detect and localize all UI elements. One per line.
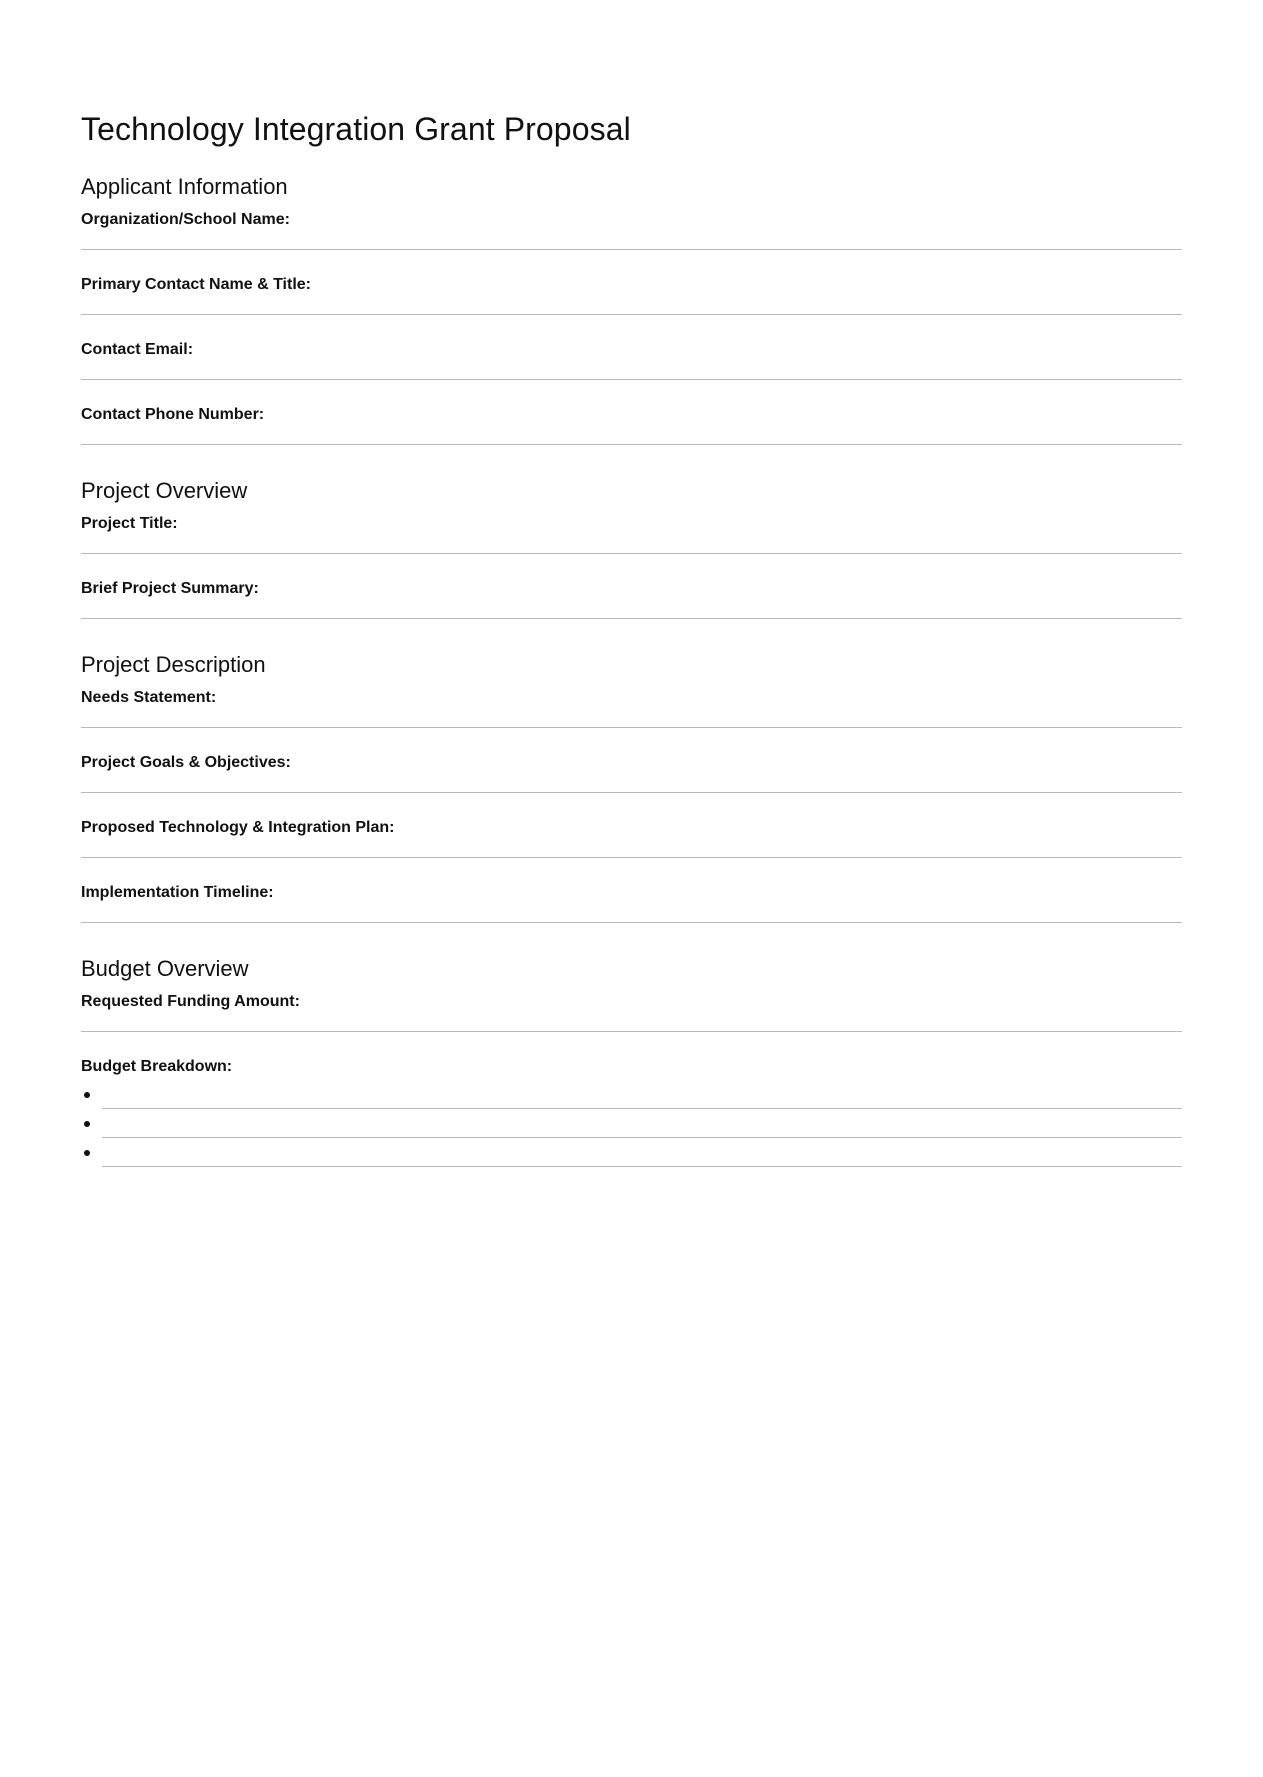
field-label: Primary Contact Name & Title: bbox=[81, 276, 311, 293]
field-label: Brief Project Summary: bbox=[81, 580, 259, 597]
bullet-icon bbox=[84, 1121, 90, 1127]
contact-phone-input-line[interactable] bbox=[81, 444, 1182, 445]
section-title: Project Description bbox=[81, 652, 266, 677]
budget-breakdown-list bbox=[81, 1080, 1182, 1167]
requested-funding-field bbox=[81, 992, 1182, 1032]
primary-contact-input-line[interactable] bbox=[81, 314, 1182, 315]
section-budget-overview bbox=[81, 956, 1182, 1167]
organization-name-input-line[interactable] bbox=[81, 249, 1182, 250]
bullet-icon bbox=[84, 1092, 90, 1098]
contact-email-field bbox=[81, 340, 1182, 380]
list-item bbox=[81, 1109, 1182, 1138]
field-label: Budget Breakdown: bbox=[81, 1058, 233, 1075]
list-item bbox=[81, 1080, 1182, 1109]
project-title-input-line[interactable] bbox=[81, 553, 1182, 554]
field-label: Project Goals & Objectives: bbox=[81, 754, 291, 771]
field-label: Organization/School Name: bbox=[81, 211, 290, 228]
field-label: Contact Phone Number: bbox=[81, 406, 265, 423]
contact-email-input-line[interactable] bbox=[81, 379, 1182, 380]
section-title: Budget Overview bbox=[81, 956, 249, 981]
organization-name-field bbox=[81, 210, 1182, 250]
budget-item-input-line[interactable] bbox=[102, 1166, 1182, 1167]
project-title-field bbox=[81, 514, 1182, 554]
goals-objectives-input-line[interactable] bbox=[81, 792, 1182, 793]
field-label: Requested Funding Amount: bbox=[81, 993, 300, 1010]
section-title: Project Overview bbox=[81, 478, 248, 503]
section-applicant-information bbox=[81, 174, 1182, 445]
bullet-icon bbox=[84, 1150, 90, 1156]
field-label: Proposed Technology & Integration Plan: bbox=[81, 819, 395, 836]
technology-plan-input-line[interactable] bbox=[81, 857, 1182, 858]
goals-objectives-field bbox=[81, 753, 1182, 793]
field-label: Implementation Timeline: bbox=[81, 884, 274, 901]
needs-statement-input-line[interactable] bbox=[81, 727, 1182, 728]
field-label: Project Title: bbox=[81, 515, 178, 532]
primary-contact-field bbox=[81, 275, 1182, 315]
project-summary-input-line[interactable] bbox=[81, 618, 1182, 619]
section-project-overview bbox=[81, 478, 1182, 619]
section-title: Applicant Information bbox=[81, 174, 288, 199]
implementation-timeline-field bbox=[81, 883, 1182, 923]
budget-breakdown-field bbox=[81, 1057, 1182, 1167]
document-title: Technology Integration Grant Proposal bbox=[81, 111, 631, 147]
implementation-timeline-input-line[interactable] bbox=[81, 922, 1182, 923]
section-project-description bbox=[81, 652, 1182, 923]
field-label: Needs Statement: bbox=[81, 689, 217, 706]
contact-phone-field bbox=[81, 405, 1182, 445]
requested-funding-input-line[interactable] bbox=[81, 1031, 1182, 1032]
needs-statement-field bbox=[81, 688, 1182, 728]
technology-plan-field bbox=[81, 818, 1182, 858]
project-summary-field bbox=[81, 579, 1182, 619]
list-item bbox=[81, 1138, 1182, 1167]
field-label: Contact Email: bbox=[81, 341, 194, 358]
